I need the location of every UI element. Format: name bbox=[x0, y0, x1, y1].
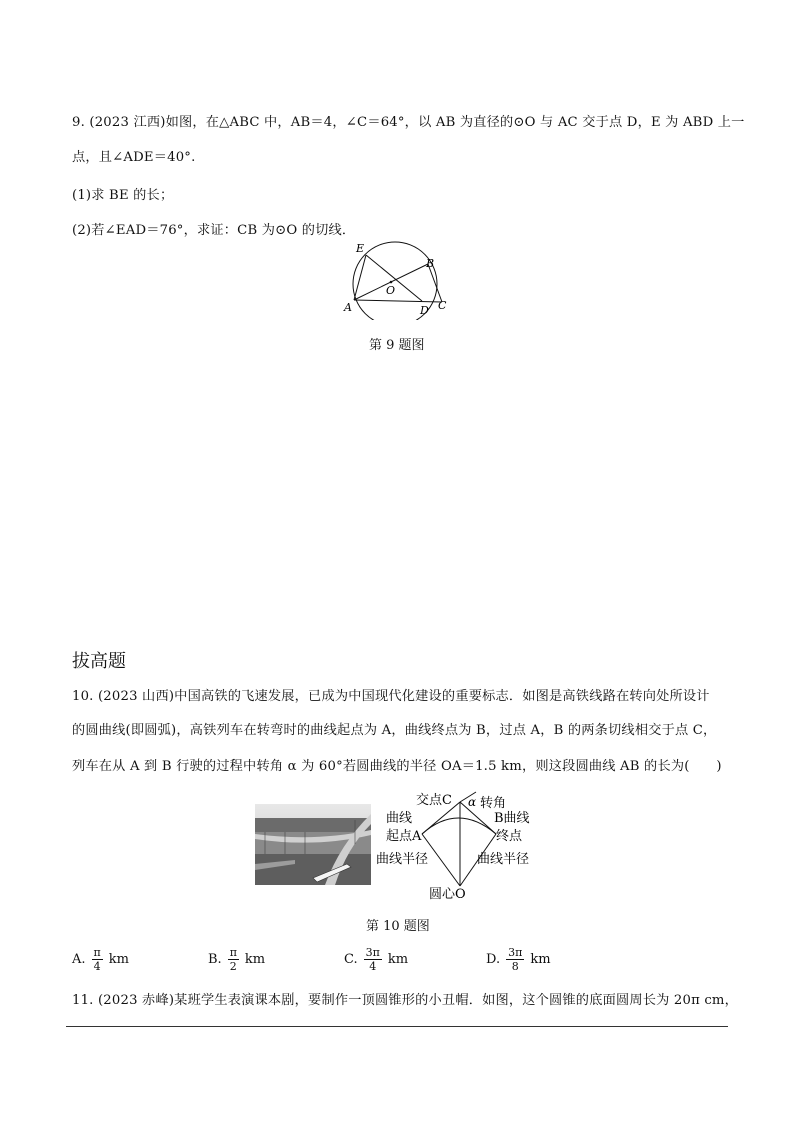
option-c[interactable] bbox=[344, 946, 408, 973]
label-d: D bbox=[420, 304, 429, 317]
label-radius-right: 曲线半径 bbox=[477, 852, 530, 867]
center-dot bbox=[390, 281, 393, 284]
q9-figure bbox=[340, 240, 452, 320]
label-radius-left: 曲线半径 bbox=[376, 852, 429, 867]
option-a-unit: km bbox=[108, 952, 129, 967]
option-c-num: 3π bbox=[365, 946, 380, 959]
segment-ae bbox=[354, 255, 366, 300]
option-d[interactable] bbox=[486, 946, 551, 973]
label-curve-left: 曲线 bbox=[386, 811, 413, 826]
label-e: E bbox=[356, 242, 365, 255]
label-end: 终点 bbox=[496, 829, 523, 844]
q11-line-1: 11. (2023 赤峰)某班学生表演课本剧，要制作一顶圆锥形的小丑帽．如图，这个圆锥的底面圆周长为 20π cm， bbox=[72, 993, 739, 1008]
option-d-num: 3π bbox=[508, 946, 523, 959]
label-b: B bbox=[426, 257, 435, 270]
q9-part-2: (2)若∠EAD＝76°，求证：CB 为⊙O 的切线． bbox=[72, 223, 356, 238]
footer-divider bbox=[66, 1026, 728, 1027]
q9-line-2: 点，且∠ADE＝40°. bbox=[72, 150, 196, 165]
option-b-letter: B. bbox=[208, 952, 222, 967]
option-d-den: 8 bbox=[511, 960, 519, 973]
q10-line-2: 的圆曲线(即圆弧)，高铁列车在转弯时的曲线起点为 A，曲线终点为 B，过点 A，B 的两条切线相交于点 C， bbox=[72, 723, 717, 738]
option-c-letter: C. bbox=[344, 952, 358, 967]
option-b-fraction bbox=[228, 946, 239, 973]
option-b[interactable] bbox=[208, 946, 265, 973]
option-a-den: 4 bbox=[93, 960, 101, 973]
q9-caption: 第 9 题图 bbox=[369, 338, 425, 353]
arc-ab bbox=[422, 818, 496, 834]
train-photo bbox=[255, 804, 371, 885]
label-turn: 转角 bbox=[480, 796, 507, 811]
label-o: O bbox=[386, 284, 396, 297]
option-b-unit: km bbox=[244, 952, 266, 967]
option-b-den: 2 bbox=[229, 960, 237, 973]
label-intersection-c: 交点C bbox=[416, 793, 452, 808]
option-d-unit: km bbox=[530, 952, 551, 967]
option-b-num: π bbox=[229, 946, 237, 959]
option-c-unit: km bbox=[387, 952, 409, 967]
label-curve-right: B曲线 bbox=[494, 811, 530, 826]
option-c-den: 4 bbox=[369, 960, 377, 973]
option-c-fraction bbox=[364, 946, 382, 973]
q10-line-3: 列车在从 A 到 B 行驶的过程中转角 α 为 60°若圆曲线的半径 OA＝1.5 km，则这段圆曲线 AB 的长为( ) bbox=[72, 759, 722, 774]
option-a-letter: A. bbox=[72, 952, 86, 967]
label-alpha: α bbox=[468, 795, 477, 809]
section-title: 拔高题 bbox=[72, 651, 126, 672]
label-start-a: 起点A bbox=[386, 829, 422, 844]
q10-figure bbox=[376, 790, 544, 900]
option-d-letter: D. bbox=[486, 952, 501, 967]
label-center-o: 圆心O bbox=[429, 887, 466, 900]
segment-ac bbox=[354, 300, 442, 302]
option-a[interactable] bbox=[72, 946, 129, 973]
q10-line-1: 10. (2023 山西)中国高铁的飞速发展，已成为中国现代化建设的重要标志．如图是高铁线路在转向处所设计 bbox=[72, 689, 710, 704]
q9-part-1: (1)求 BE 的长； bbox=[72, 188, 174, 203]
label-a: A bbox=[344, 301, 352, 314]
option-a-fraction bbox=[92, 946, 103, 973]
option-d-fraction bbox=[506, 946, 524, 973]
q9-line-1: 9. (2023 江西)如图，在△ABC 中，AB＝4，∠C＝64°，以 AB 为直径的⊙O 与 AC 交于点 D，E 为 ABD 上一 bbox=[72, 115, 745, 130]
label-c: C bbox=[438, 299, 447, 312]
q10-caption: 第 10 题图 bbox=[366, 919, 430, 934]
option-a-num: π bbox=[93, 946, 101, 959]
